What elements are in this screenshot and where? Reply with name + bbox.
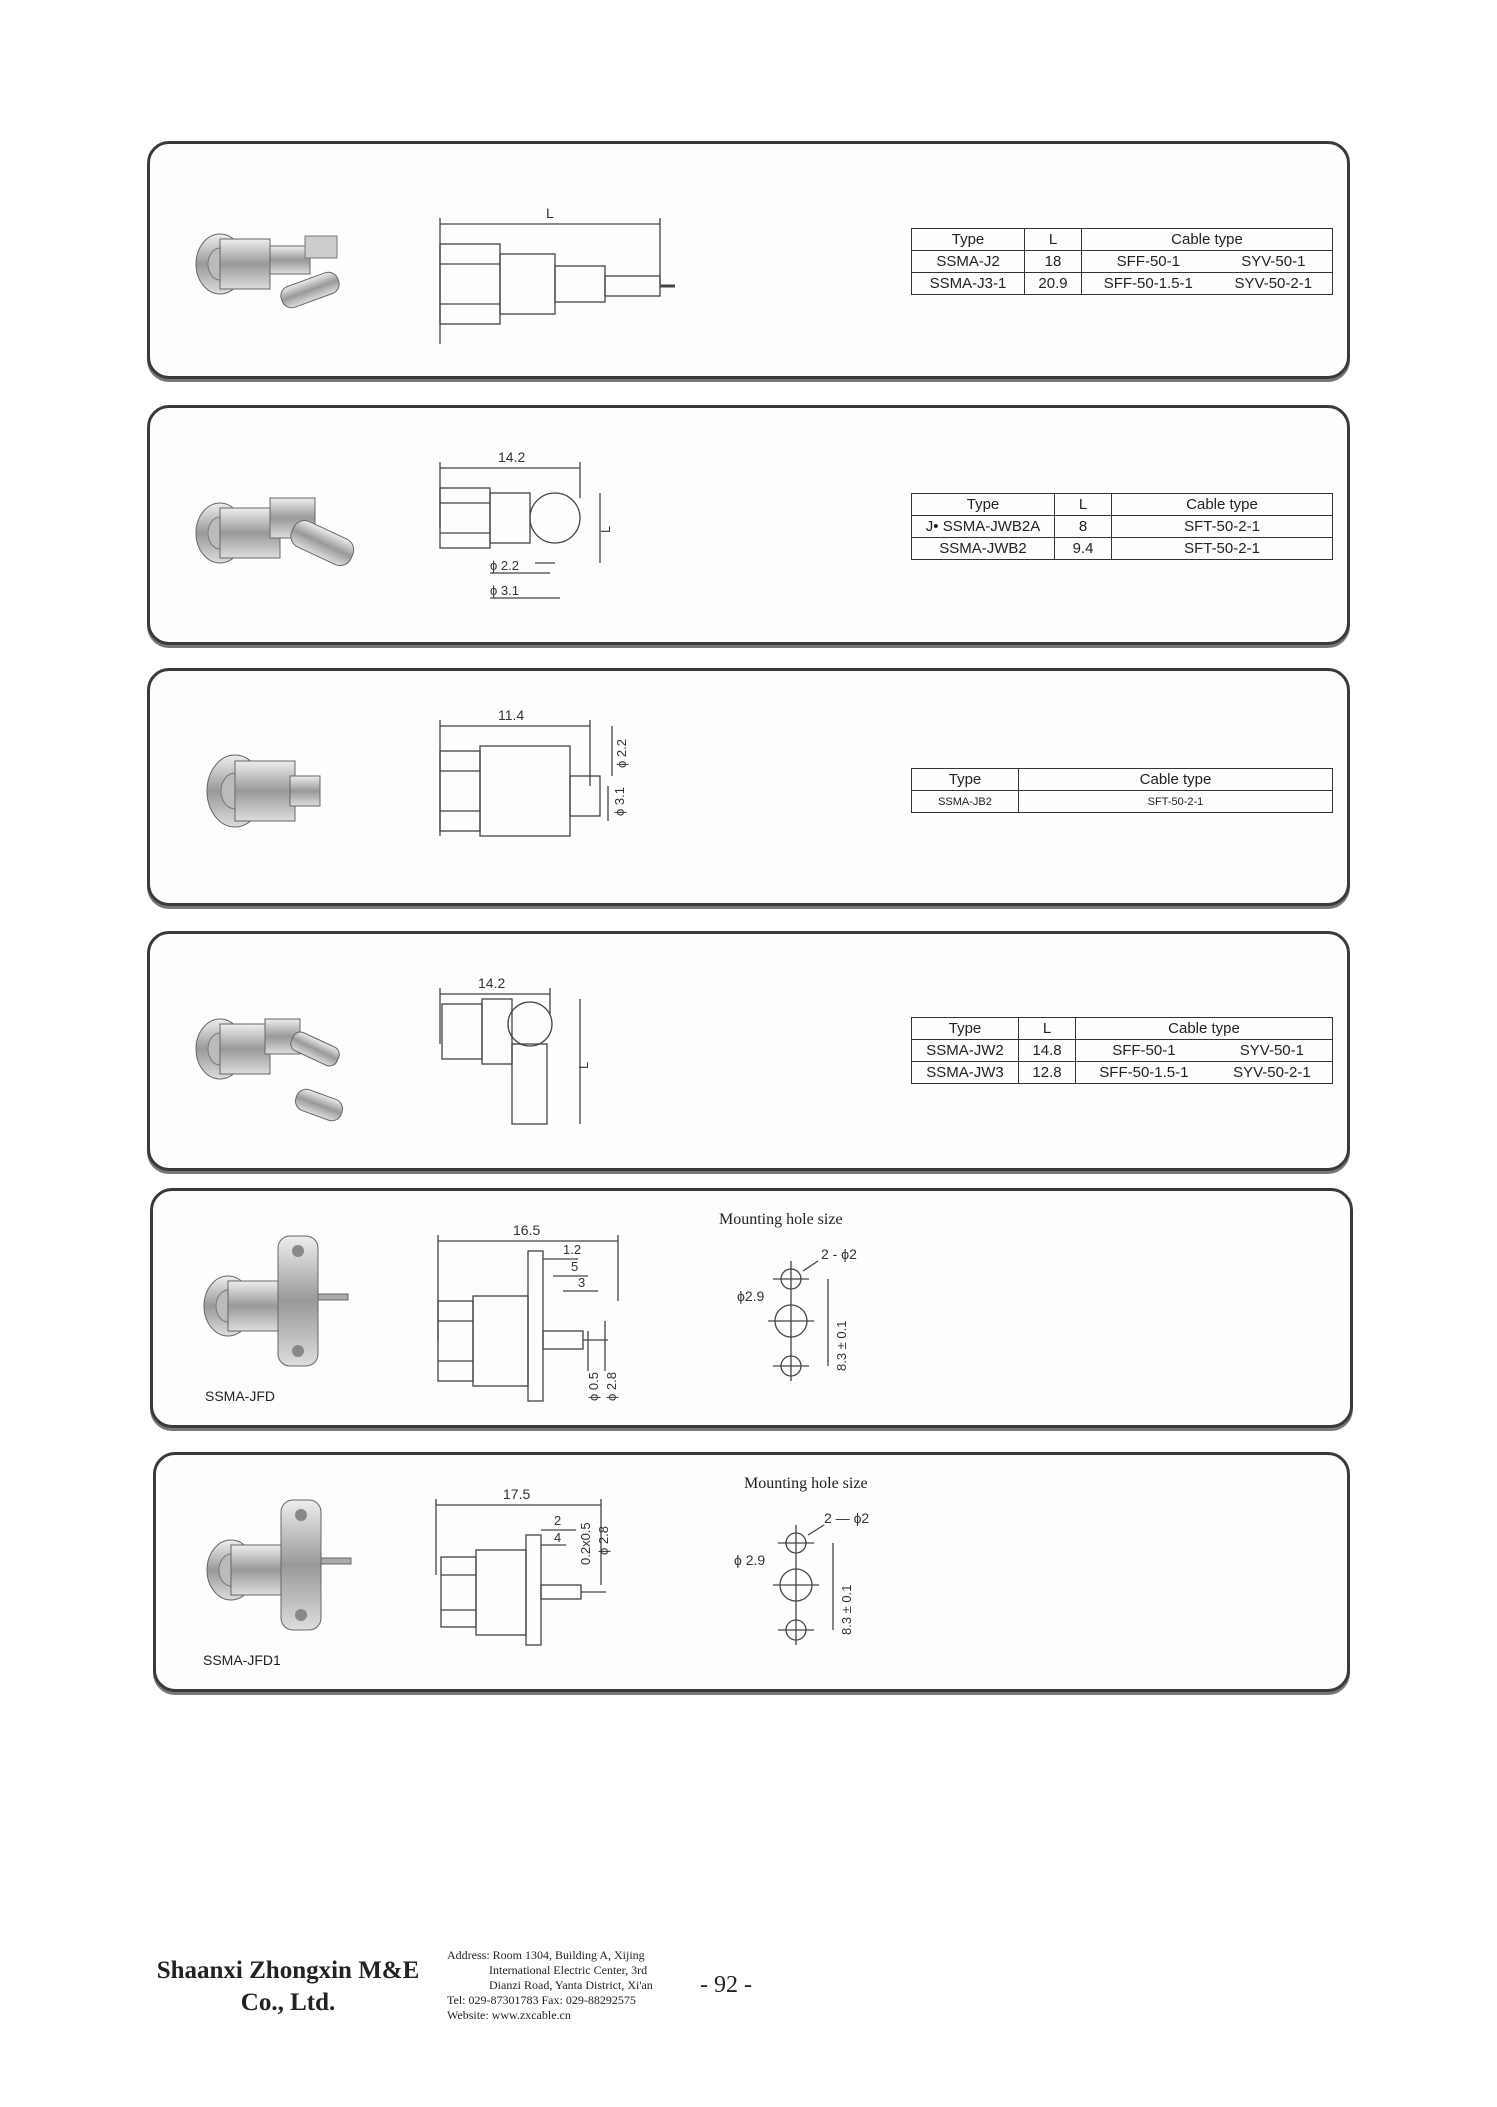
dim-d2-label: ϕ 3.1 <box>612 787 627 816</box>
header-type: Type <box>912 229 1025 251</box>
header-l: L <box>1025 229 1082 251</box>
page-number: - 92 - <box>700 1972 752 1998</box>
company-name-line1: Shaanxi Zhongxin M&E <box>156 1957 420 1984</box>
connector-photo <box>180 448 380 608</box>
cell-l: 9.4 <box>1055 538 1112 560</box>
dim-b-label: 5 <box>571 1259 579 1274</box>
table-row <box>912 538 1333 560</box>
header-l: L <box>1055 494 1112 516</box>
product-panel-ssma-jfd <box>150 1188 1353 1428</box>
company-name-line2: Co., Ltd. <box>240 1989 336 2016</box>
dim-width-label: 14.2 <box>478 975 506 991</box>
address-line: International Electric Center, 3rd <box>489 1963 648 1977</box>
cell-cable: SYV-50-2-1 <box>1212 1062 1333 1084</box>
cell-l: 20.9 <box>1025 273 1082 295</box>
product-panel-ssma-j2 <box>147 141 1350 379</box>
cell-cable: SFF-50-1 <box>1076 1040 1212 1062</box>
dim-width-label: 14.2 <box>498 449 526 465</box>
spec-table <box>911 768 1333 813</box>
hole-count-label: 2 - ϕ2 <box>821 1246 857 1262</box>
dim-side-label: L <box>576 1061 591 1069</box>
connector-photo <box>180 184 380 344</box>
table-row <box>912 791 1333 813</box>
dimension-drawing <box>430 204 730 344</box>
mounting-hole-title: Mounting hole size <box>719 1211 843 1228</box>
dim-length-label: L <box>546 205 554 221</box>
cell-cable: SFF-50-1.5-1 <box>1082 273 1215 295</box>
header-cable-type: Cable type <box>1076 1018 1333 1040</box>
table-row <box>912 251 1333 273</box>
header-cable-type: Cable type <box>1019 769 1333 791</box>
dim-side-label: L <box>598 525 613 533</box>
cell-type: SSMA-JW2 <box>912 1040 1019 1062</box>
connector-photo <box>186 1490 386 1640</box>
company-address <box>447 1948 692 2023</box>
table-row <box>912 1062 1333 1084</box>
cell-l: 18 <box>1025 251 1082 273</box>
header-type: Type <box>912 1018 1019 1040</box>
hole-pitch-label: 8.3 ± 0.1 <box>839 1584 854 1635</box>
cell-type: SSMA-J2 <box>912 251 1025 273</box>
dimension-drawing <box>430 706 670 886</box>
header-cable-type: Cable type <box>1112 494 1333 516</box>
dim-a-label: 1.2 <box>563 1242 582 1257</box>
cell-type: J• SSMA-JWB2A <box>912 516 1055 538</box>
contact-line: Tel: 029-87301783 Fax: 029-88292575 <box>447 1993 636 2007</box>
dim-d2-label: ϕ 2.8 <box>604 1372 619 1401</box>
dimension-drawing <box>430 448 670 628</box>
cell-cable: SFT-50-2-1 <box>1112 516 1333 538</box>
mounting-hole-drawing <box>716 1505 936 1655</box>
website-line: Website: www.zxcable.cn <box>447 2008 571 2022</box>
dim-width-label: 17.5 <box>503 1486 531 1502</box>
hole-pitch-label: 8.3 ± 0.1 <box>834 1320 849 1371</box>
cell-l: 14.8 <box>1019 1040 1076 1062</box>
dim-d2-label: ϕ 2.8 <box>596 1526 611 1555</box>
dimension-drawing <box>430 974 670 1154</box>
product-panel-ssma-jb2 <box>147 668 1350 906</box>
connector-photo <box>180 974 380 1144</box>
cell-cable: SFF-50-1 <box>1082 251 1215 273</box>
cell-type: SSMA-J3-1 <box>912 273 1025 295</box>
product-panel-ssma-jwb2 <box>147 405 1350 645</box>
product-panel-ssma-jw2 <box>147 931 1350 1171</box>
spec-table <box>911 493 1333 560</box>
hole-dia-label: ϕ 2.9 <box>734 1552 766 1568</box>
dim-width-label: 11.4 <box>498 707 525 723</box>
header-type: Type <box>912 769 1019 791</box>
cell-cable: SYV-50-1 <box>1215 251 1333 273</box>
cell-type: SSMA-JB2 <box>912 791 1019 813</box>
connector-photo <box>190 711 390 871</box>
cell-cable: SFT-50-2-1 <box>1019 791 1333 813</box>
mounting-hole-title: Mounting hole size <box>744 1475 868 1492</box>
company-name <box>138 1955 438 2019</box>
dim-d2-label: ϕ 3.1 <box>490 583 519 598</box>
dimension-drawing <box>426 1485 686 1675</box>
table-row <box>912 516 1333 538</box>
cell-cable: SYV-50-1 <box>1212 1040 1333 1062</box>
cell-cable: SFF-50-1.5-1 <box>1076 1062 1212 1084</box>
cell-type: SSMA-JW3 <box>912 1062 1019 1084</box>
model-caption: SSMA-JFD1 <box>203 1652 281 1668</box>
dim-d1-label: ϕ 2.2 <box>614 739 629 768</box>
address-line: Address: Room 1304, Building A, Xijing <box>447 1948 645 1962</box>
table-row <box>912 273 1333 295</box>
spec-table <box>911 228 1333 295</box>
hole-count-label: 2 — ϕ2 <box>824 1510 870 1526</box>
dim-c-label: 3 <box>578 1275 586 1290</box>
product-panel-ssma-jfd1 <box>153 1452 1350 1692</box>
cell-l: 12.8 <box>1019 1062 1076 1084</box>
cell-cable: SYV-50-2-1 <box>1215 273 1333 295</box>
header-cable-type: Cable type <box>1082 229 1333 251</box>
address-line: Dianzi Road, Yanta District, Xi'an <box>489 1978 653 1992</box>
cell-type: SSMA-JWB2 <box>912 538 1055 560</box>
dim-c-label: 0.2x0.5 <box>578 1522 593 1565</box>
mounting-hole-drawing <box>723 1241 923 1391</box>
dim-a-label: 2 <box>554 1513 562 1528</box>
dim-d1-label: ϕ 0.5 <box>586 1372 601 1401</box>
hole-dia-label: ϕ2.9 <box>737 1288 765 1304</box>
model-caption: SSMA-JFD <box>205 1388 275 1404</box>
cell-cable: SFT-50-2-1 <box>1112 538 1333 560</box>
header-l: L <box>1019 1018 1076 1040</box>
header-type: Type <box>912 494 1055 516</box>
dim-d1-label: ϕ 2.2 <box>490 558 519 573</box>
dim-b-label: 4 <box>554 1530 562 1545</box>
cell-l: 8 <box>1055 516 1112 538</box>
dim-width-label: 16.5 <box>513 1222 541 1238</box>
dimension-drawing <box>428 1221 688 1411</box>
table-row <box>912 1040 1333 1062</box>
connector-photo <box>183 1226 383 1376</box>
spec-table <box>911 1017 1333 1084</box>
